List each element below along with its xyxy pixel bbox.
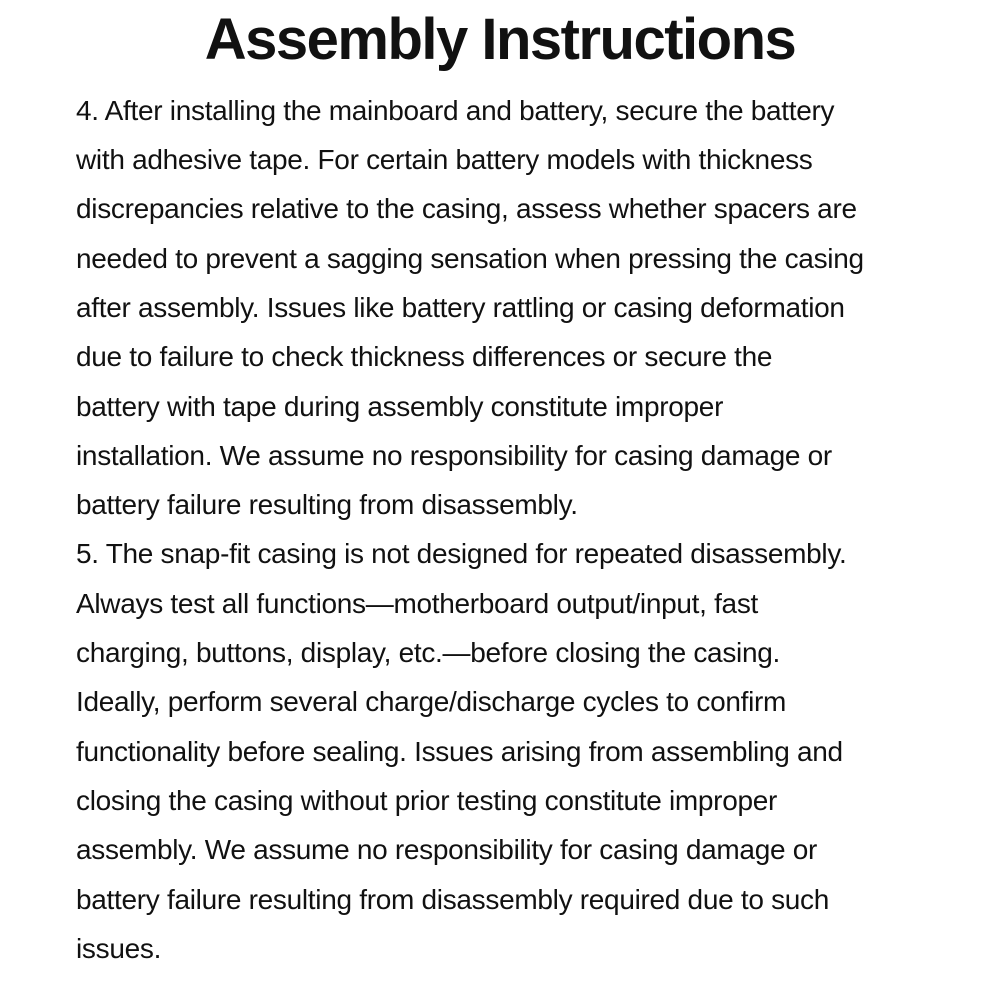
- text-line: issues.: [76, 932, 162, 964]
- text-line: assembly. We assume no responsibility for casing damage or: [76, 834, 818, 866]
- text-line: Ideally, perform several charge/discharge cycles to confirm: [76, 686, 787, 718]
- text-line: needed to prevent a sagging sensation when pressing the casing: [76, 242, 864, 274]
- text-line: battery failure resulting from disassembly.: [76, 489, 578, 521]
- text-line: closing the casing without prior testing constitute improper: [76, 784, 778, 816]
- paragraph-5: [76, 529, 940, 973]
- text-line: discrepancies relative to the casing, assess whether spacers are: [76, 193, 857, 225]
- text-line: after assembly. Issues like battery rattling or casing deformation: [76, 291, 845, 323]
- text-line: battery failure resulting from disassembly required due to such: [76, 883, 830, 915]
- paragraph-4: [76, 86, 940, 530]
- text-line: 4. After installing the mainboard and battery, secure the battery: [76, 94, 835, 126]
- text-line: 5. The snap-fit casing is not designed for repeated disassembly.: [76, 538, 847, 570]
- text-line: functionality before sealing. Issues arising from assembling and: [76, 735, 843, 767]
- text-line: battery with tape during assembly constitute improper: [76, 390, 724, 422]
- text-line: due to failure to check thickness differences or secure the: [76, 341, 773, 373]
- text-line: with adhesive tape. For certain battery models with thickness: [76, 144, 813, 176]
- page-title: Assembly Instructions: [204, 7, 796, 72]
- text-line: installation. We assume no responsibility for casing damage or: [76, 439, 832, 471]
- text-line: charging, buttons, display, etc.—before closing the casing.: [76, 637, 780, 669]
- text-line: Always test all functions—motherboard output/input, fast: [76, 587, 759, 619]
- document-body: [0, 72, 1000, 973]
